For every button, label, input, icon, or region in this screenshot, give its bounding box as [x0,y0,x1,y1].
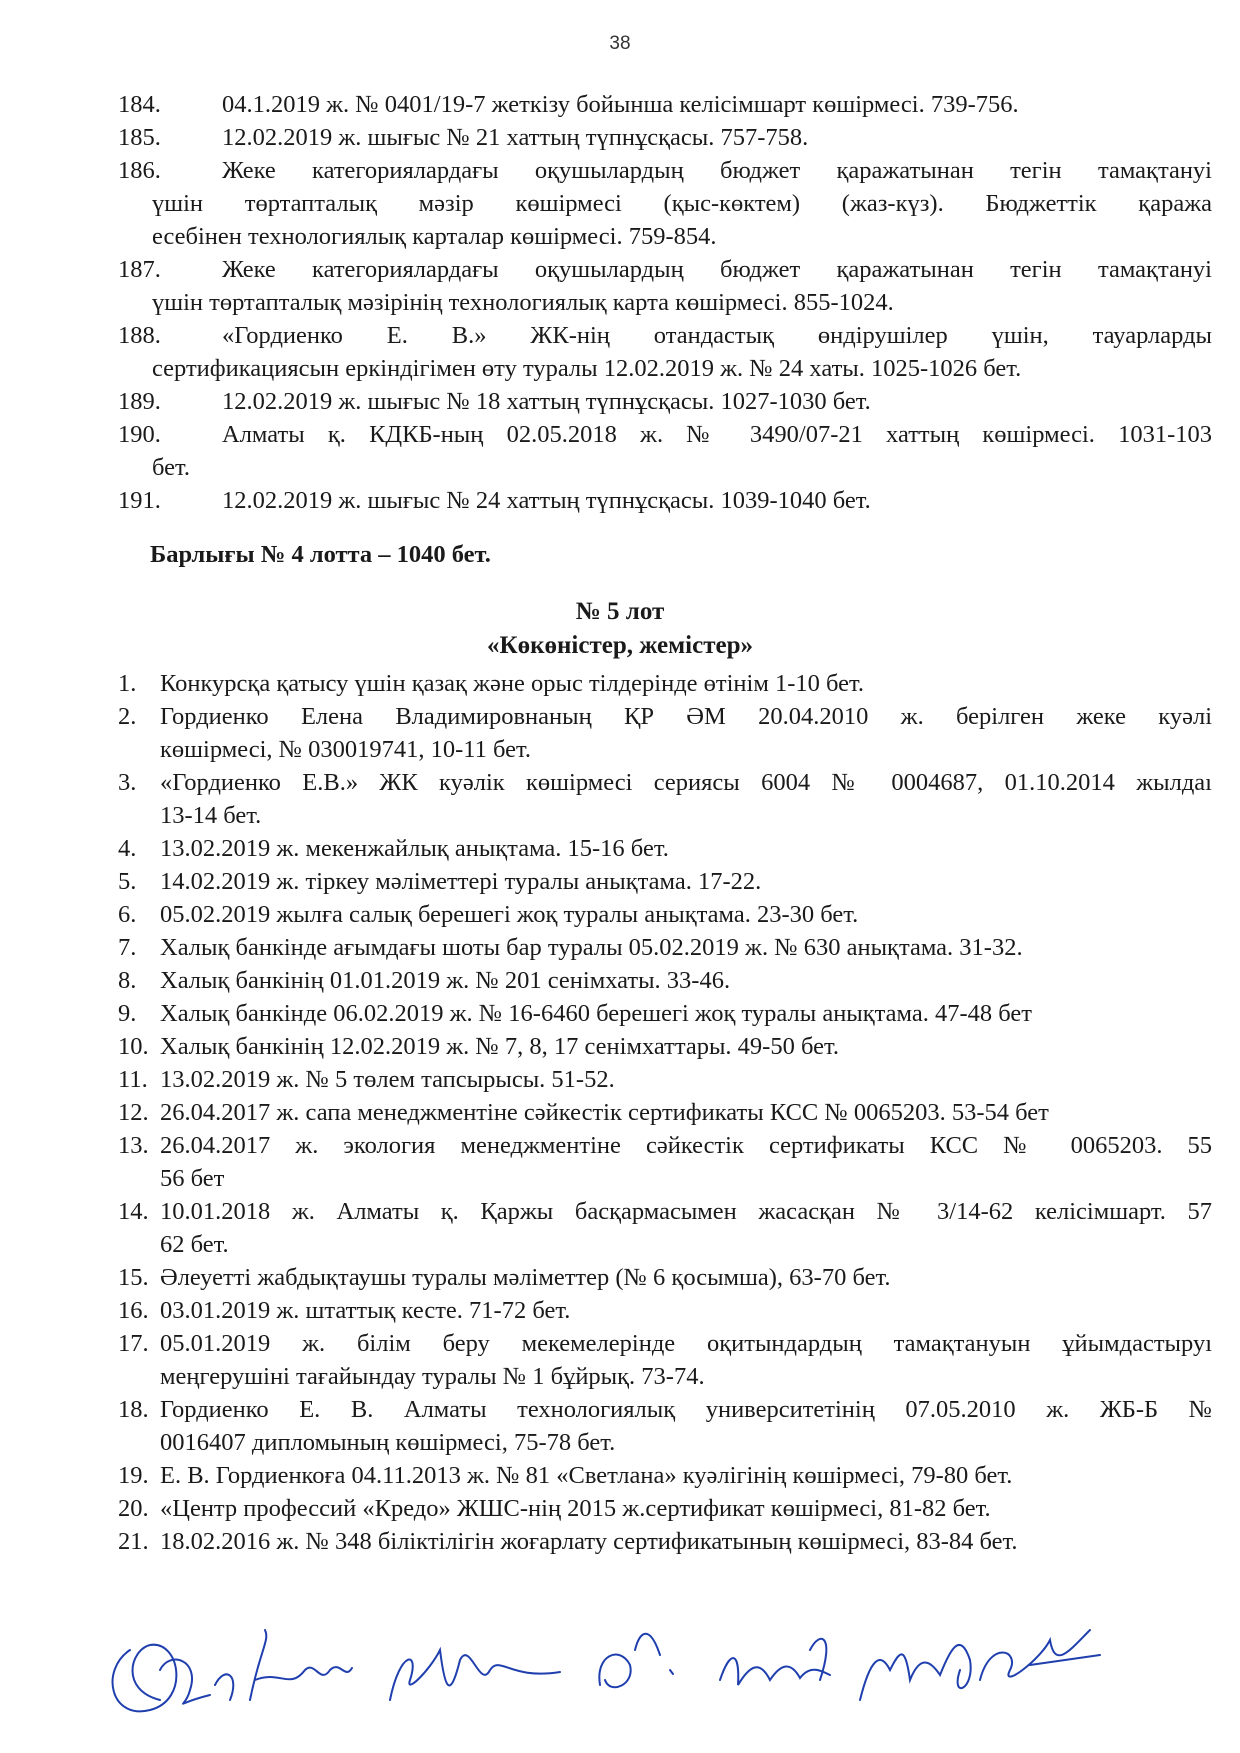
lot5-item-text: Халық банкінде 06.02.2019 ж. № 16-6460 берешегі жоқ туралы анықтама. 47-48 бет [160,1000,1033,1027]
lot4-item-text: 12.02.2019 ж. шығыс № 18 хаттың түпнұсқасы. 1027-1030 бет. [222,388,871,415]
lot5-item-text: Халық банкінің 12.02.2019 ж. № 7, 8, 17 сенімхаттары. 49-50 бет. [160,1033,839,1060]
lot5-item-text: Е. В. Гордиенкоға 04.11.2013 ж. № 81 «Светлана» куәлігінің көшірмесі, 79-80 бет. [160,1462,1013,1489]
lot5-item-line [0,964,1240,997]
lot5-item-line [0,733,1240,766]
lot5-item-number: 18. [118,1396,149,1423]
lot4-item-number: 186. [118,157,161,184]
lot4-item-text: 12.02.2019 ж. шығыс № 21 хаттың түпнұсқасы. 757-758. [222,124,809,151]
lot5-item-number: 11. [118,1066,148,1093]
lot5-item-line [0,1360,1240,1393]
lot5-item-number: 19. [118,1462,149,1489]
lot5-item-number: 12. [118,1099,149,1126]
lot5-item-number: 2. [118,703,137,730]
lot5-item-number: 10. [118,1033,149,1060]
lot5-item-line [0,799,1240,832]
lot5-item-number: 13. [118,1132,149,1159]
lot5-item-text: 14.02.2019 ж. тіркеу мәліметтері туралы анықтама. 17-22. [160,868,762,895]
lot4-item-text: «Гордиенко Е. В.» ЖК-нің отандастық өндірушілер үшін, тауарларды [222,322,1212,349]
lot5-item-text: Халық банкінің 01.01.2019 ж. № 201 сенімхаты. 33-46. [160,967,731,994]
lot5-item-number: 3. [118,769,137,796]
lot4-item-text: Жеке категориялардағы оқушылардың бюджет қаражатынан тегін тамақтануі [222,157,1212,184]
lot4-item-line [0,385,1240,418]
lot5-item-line [0,1063,1240,1096]
lot5-item-number: 5. [118,868,137,895]
lot5-item-text: 13.02.2019 ж. мекенжайлық анықтама. 15-16 бет. [160,835,669,862]
lot4-item-text: сертификациясын еркіндігімен өту туралы 12.02.2019 ж. № 24 хаты. 1025-1026 бет. [152,355,1022,382]
lot5-heading: № 5 лот [575,598,665,625]
lot4-item-number: 188. [118,322,161,349]
lot4-item-text: 04.1.2019 ж. № 0401/19-7 жеткізу бойынша келісімшарт көшірмесі. 739-756. [222,91,1019,118]
lot4-item-line [0,253,1240,286]
lot5-item-number: 4. [118,835,137,862]
lot5-item-line [0,898,1240,931]
lot4-item-text: 12.02.2019 ж. шығыс № 24 хаттың түпнұсқасы. 1039-1040 бет. [222,487,871,514]
lot5-item-line [0,667,1240,700]
lot4-item-text: үшін төртапталық мәзірінің технологиялық карта көшірмесі. 855-1024. [152,289,894,316]
lot4-item-line [0,88,1240,121]
lot5-item-line [0,865,1240,898]
lot5-item-text: Әлеуетті жабдықтаушы туралы мәліметтер (№ 6 қосымша), 63-70 бет. [160,1264,891,1291]
lot4-item-text: бет. [152,454,191,481]
lot4-item-line [0,286,1240,319]
lot4-item-text: Жеке категориялардағы оқушылардың бюджет қаражатынан тегін тамақтануі [222,256,1212,283]
lot5-item-text: «Центр профессий «Кредо» ЖШС-нің 2015 ж.сертификат көшірмесі, 81-82 бет. [160,1495,991,1522]
lot4-total: Барлығы № 4 лотта – 1040 бет. [150,541,491,568]
lot4-item-number: 189. [118,388,161,415]
lot5-item-line [0,1294,1240,1327]
lot5-item-number: 17. [118,1330,149,1357]
lot5-item-line [0,1459,1240,1492]
lot5-item-text: 56 бет [160,1165,225,1192]
signature-area [90,1610,1170,1730]
lot5-item-text: 62 бет. [160,1231,229,1258]
lot5-item-text: Конкурсқа қатысу үшін қазақ және орыс тілдерінде өтінім 1-10 бет. [160,670,865,697]
lot4-item-line [0,154,1240,187]
lot5-item-line [0,1261,1240,1294]
lot4-item-number: 191. [118,487,161,514]
lot5-subheading: «Көкөністер, жемістер» [486,632,753,659]
lot5-item-number: 1. [118,670,137,697]
lot5-item-text: 10.01.2018 ж. Алматы қ. Қаржы басқармасымен жасасқан № 3/14-62 келісімшарт. 57 [160,1198,1212,1225]
lot4-item-number: 185. [118,124,161,151]
lot5-item-text: 18.02.2016 ж. № 348 біліктілігін жоғарлату сертификатының көшірмесі, 83-84 бет. [160,1528,1018,1555]
lot4-item-text: үшін төртапталық мәзір көшірмесі (қыс-көктем) (жаз-күз). Бюджеттік қаража [152,190,1212,217]
lot5-item-line [0,931,1240,964]
lot5-item-line [0,1426,1240,1459]
lot5-item-line [0,997,1240,1030]
lot4-item-number: 187. [118,256,161,283]
lot5-item-text: 26.04.2017 ж. сапа менеджментіне сәйкестік сертификаты КСС № 0065203. 53-54 бет [160,1099,1049,1126]
lot5-item-text: 26.04.2017 ж. экология менеджментіне сәйкестік сертификаты КСС № 0065203. 55 [160,1132,1212,1159]
lot5-item-text: меңгерушіні тағайындау туралы № 1 бұйрық. 73-74. [160,1363,705,1390]
lot5-item-text: Гордиенко Елена Владимировнаның ҚР ӘМ 20.04.2010 ж. берілген жеке куәлі [160,703,1212,730]
lot4-item-line [0,220,1240,253]
lot5-item-line [0,1228,1240,1261]
lot4-item-line [0,451,1240,484]
lot4-item-text: Алматы қ. КДКБ-ның 02.05.2018 ж. № 3490/07-21 хаттың көшірмесі. 1031-103 [222,421,1212,448]
lot4-item-line [0,418,1240,451]
lot5-item-text: 13.02.2019 ж. № 5 төлем тапсырысы. 51-52. [160,1066,615,1093]
lot5-item-line [0,1162,1240,1195]
lot5-item-line [0,832,1240,865]
lot5-item-line [0,1525,1240,1558]
lot5-item-number: 14. [118,1198,149,1225]
lot5-item-line [0,766,1240,799]
lot5-item-text: Гордиенко Е. В. Алматы технологиялық университетінің 07.05.2010 ж. ЖБ-Б № [160,1396,1212,1423]
lot5-item-text: көшірмесі, № 030019741, 10-11 бет. [160,736,532,763]
lot5-item-text: «Гордиенко Е.В.» ЖК куәлік көшірмесі сериясы 6004 № 0004687, 01.10.2014 жылдаı [160,769,1212,796]
lot5-list [0,667,1240,1558]
lot4-item-line [0,187,1240,220]
lot4-item-line [0,121,1240,154]
lot5-item-number: 6. [118,901,137,928]
signatures-drawing [90,1610,1170,1730]
lot5-item-line [0,1195,1240,1228]
lot5-item-line [0,1393,1240,1426]
lot5-item-line [0,1096,1240,1129]
lot4-item-text: есебінен технологиялық карталар көшірмесі. 759-854. [152,223,717,250]
lot5-item-number: 9. [118,1000,137,1027]
lot5-item-number: 21. [118,1528,149,1555]
lot5-item-line [0,700,1240,733]
lot5-item-number: 7. [118,934,137,961]
lot5-item-line [0,1327,1240,1360]
lot5-item-text: Халық банкінде ағымдағы шоты бар туралы 05.02.2019 ж. № 630 анықтама. 31-32. [160,934,1023,961]
lot5-item-number: 16. [118,1297,149,1324]
lot4-item-number: 184. [118,91,161,118]
lot4-item-line [0,352,1240,385]
page-number: 38 [609,33,631,54]
lot5-item-number: 15. [118,1264,149,1291]
lot4-item-line [0,484,1240,517]
lot5-item-text: 05.02.2019 жылға салық берешегі жоқ туралы анықтама. 23-30 бет. [160,901,859,928]
lot5-item-text: 05.01.2019 ж. білім беру мекемелерінде оқитындардың тамақтануын ұйымдастыруı [160,1330,1212,1357]
lot4-list [0,88,1240,517]
lot4-item-line [0,319,1240,352]
lot5-item-number: 8. [118,967,137,994]
lot5-item-text: 03.01.2019 ж. штаттық кесте. 71-72 бет. [160,1297,571,1324]
lot4-item-number: 190. [118,421,161,448]
lot5-item-line [0,1492,1240,1525]
lot5-item-line [0,1030,1240,1063]
lot5-item-text: 0016407 дипломының көшірмесі, 75-78 бет. [160,1429,616,1456]
lot5-item-number: 20. [118,1495,149,1522]
lot5-item-text: 13-14 бет. [160,802,262,829]
lot5-item-line [0,1129,1240,1162]
